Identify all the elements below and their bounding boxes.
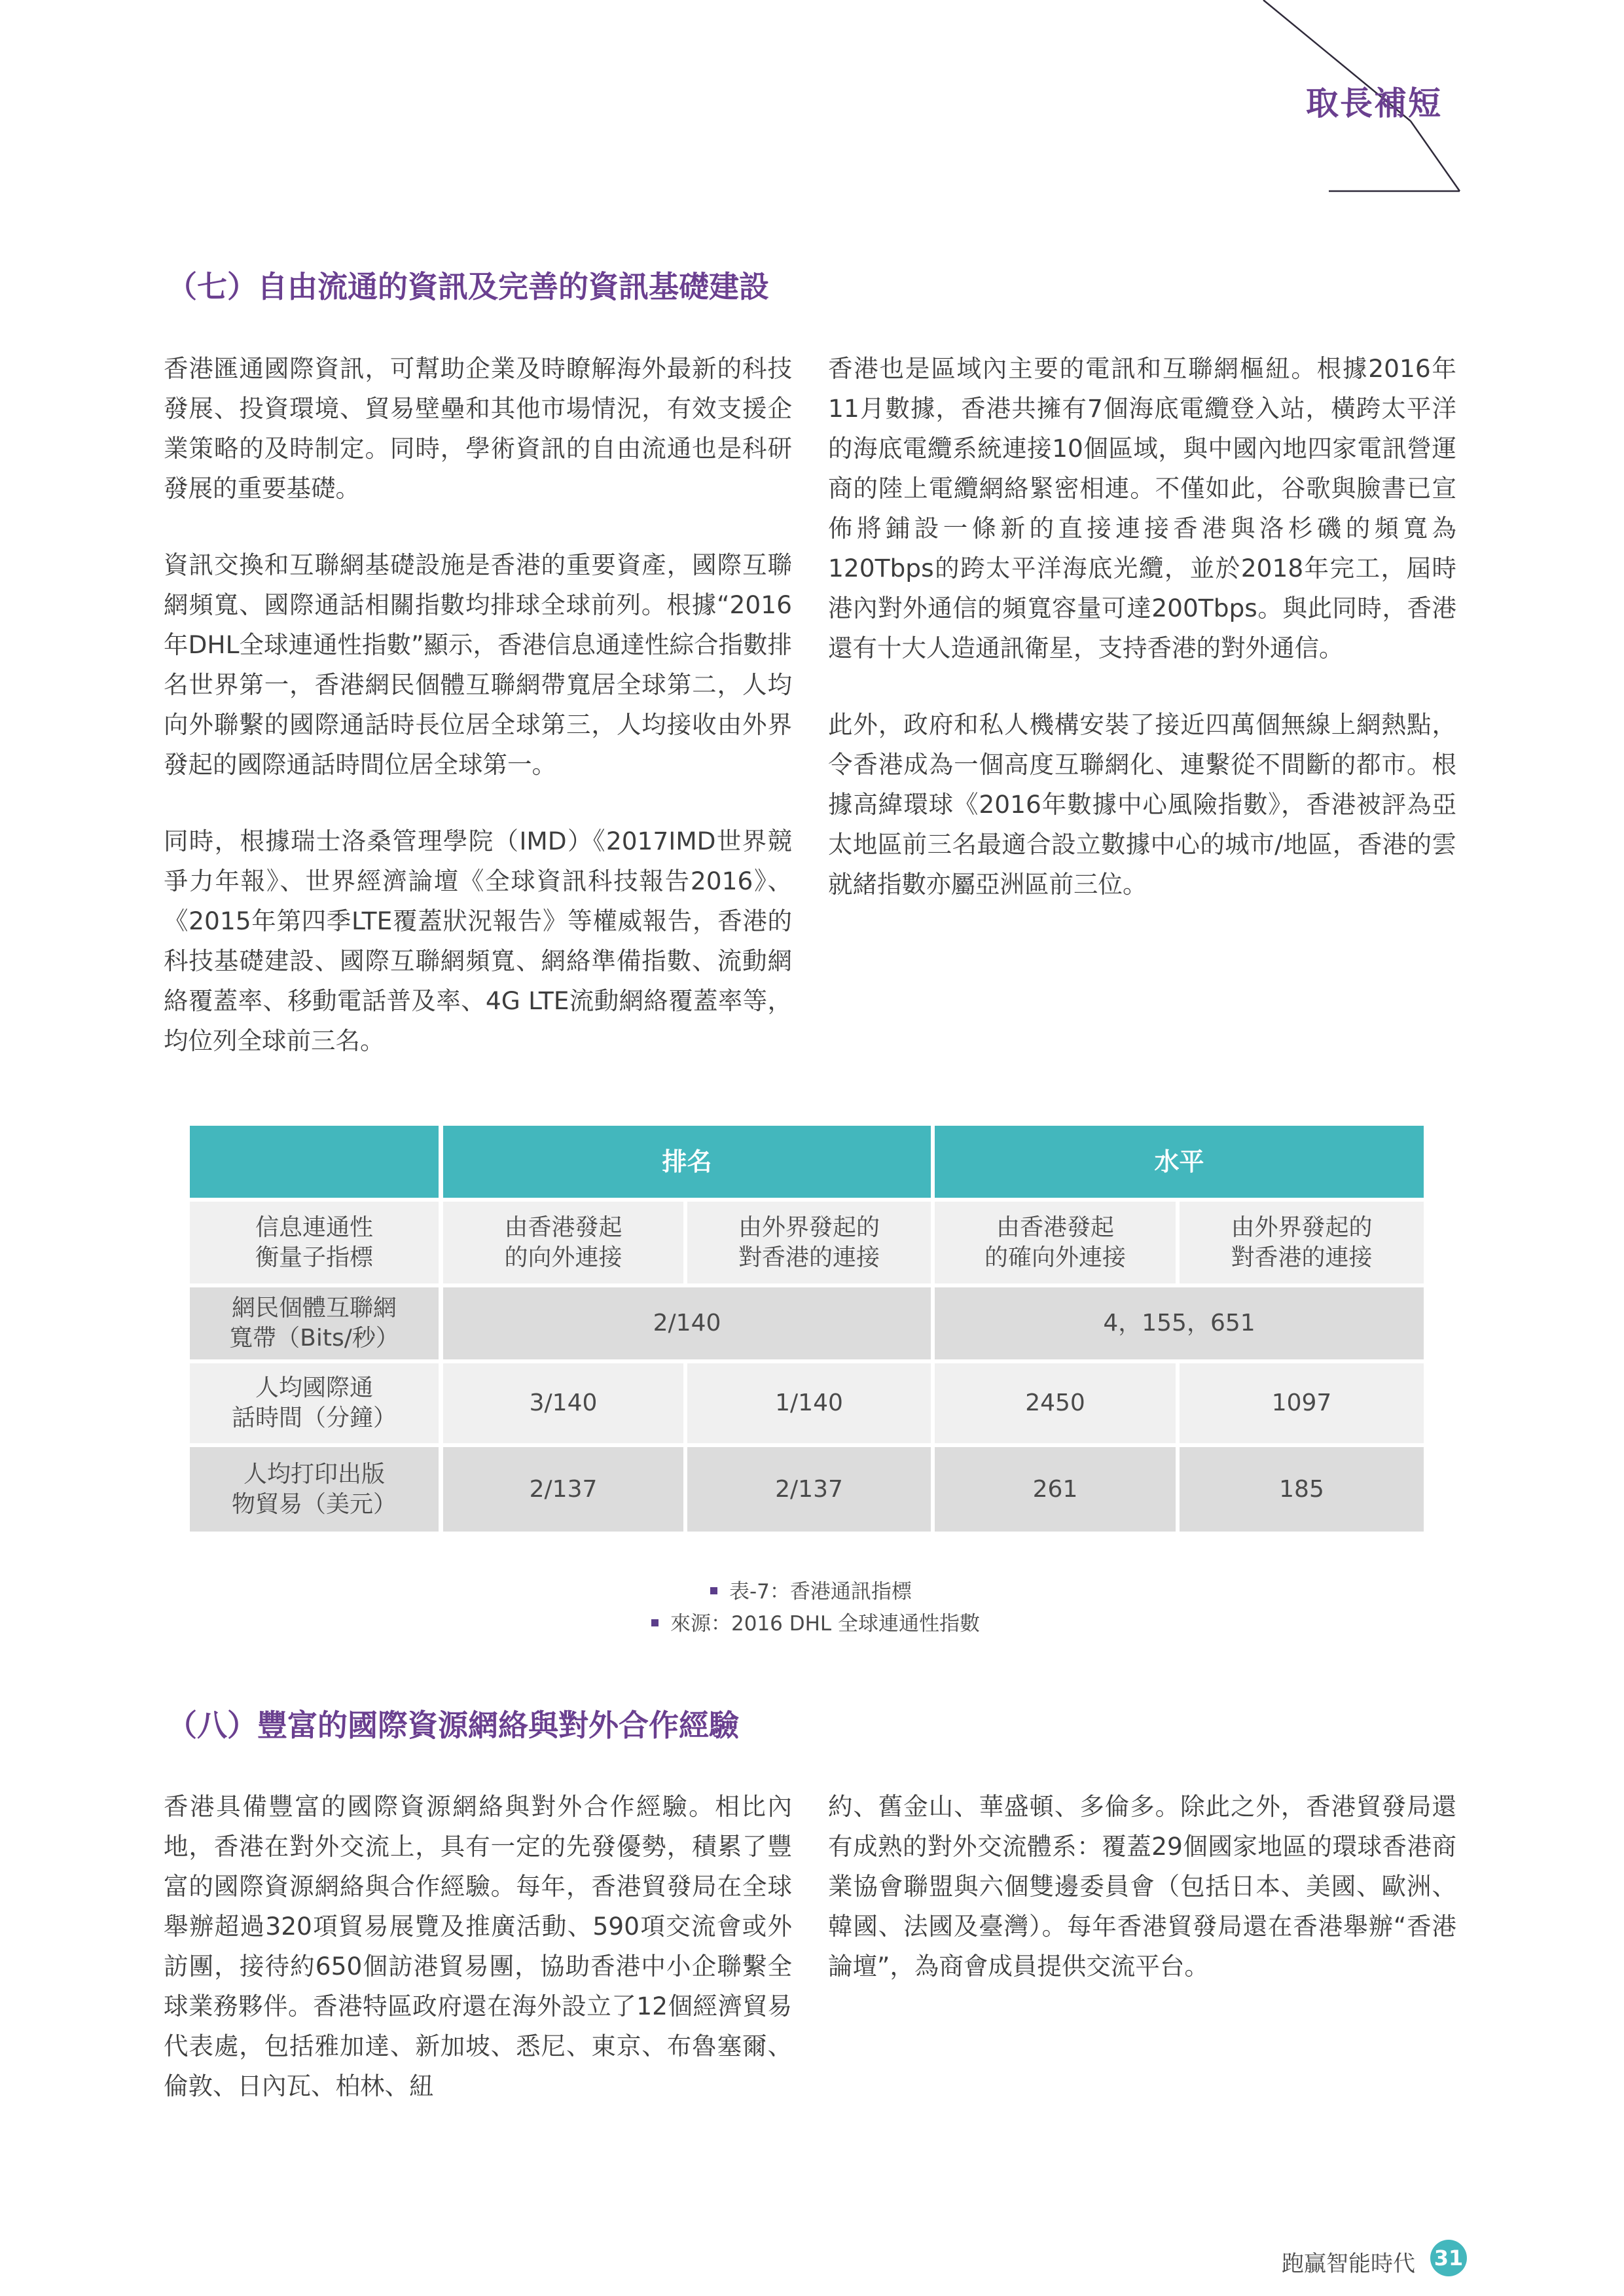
- row-3-level-in: 185: [1180, 1447, 1424, 1532]
- level-group-header: 水平: [935, 1126, 1424, 1198]
- paragraph: 香港匯通國際資訊，可幫助企業及時瞭解海外最新的科技發展、投資環境、貿易壁壘和其他市場情況，有效支援企業策略的及時制定。同時，學術資訊的自由流通也是科研發展的重要基礎。: [164, 354, 792, 503]
- section-8-heading: （八）豐富的國際資源網絡與對外合作經驗: [167, 1708, 739, 1743]
- row-1-level: 4，155，651: [935, 1287, 1424, 1359]
- rank-out-header: 由香港發起 的向外連接: [443, 1202, 683, 1283]
- paragraph: 香港具備豐富的國際資源網絡與對外合作經驗。相比內地，香港在對外交流上，具有一定的先發優勢，積累了豐富的國際資源網絡與合作經驗。每年，香港貿發局在全球舉辦超過320項貿易展覽及推廣活動、590項交流會或外訪團，接待約650個訪港貿易團，協助香港中小企聯繫全球業務夥伴。香港特區政府還在海外設立了12個經濟貿易代表處，包括雅加達、新加坡、悉尼、東京、布魯塞爾、倫敦、日內瓦、柏林、紐: [164, 1792, 792, 2100]
- metric-header: 信息連通性 衡量子指標: [190, 1202, 439, 1283]
- row-2-metric: 人均國際通 話時間（分鐘）: [190, 1363, 439, 1443]
- table-source: [651, 1607, 980, 1636]
- paragraph: 同時，根據瑞士洛桑管理學院（IMD）《2017IMD世界競爭力年報》、世界經濟論壇《全球資訊科技報告2016》、《2015年第四季LTE覆蓋狀況報告》等權威報告，香港的科技基礎建設、國際互聯網頻寬、網絡準備指數、流動網絡覆蓋率、移動電話普及率、4G LTE流動網絡覆蓋率等，均位列全球前三名。: [164, 827, 792, 1055]
- row-3-rank-out: 2/137: [443, 1447, 683, 1532]
- section-8-left-column: [164, 1787, 792, 2143]
- table-corner-cell: [190, 1126, 439, 1198]
- section-7-left-column: [164, 349, 792, 1098]
- row-3-level-out: 261: [935, 1447, 1176, 1532]
- section-7-right-column: [828, 349, 1456, 941]
- row-2-level-out: 2450: [935, 1363, 1176, 1443]
- rank-in-header: 由外界發起的 對香港的連接: [687, 1202, 931, 1283]
- row-3-metric: 人均打印出版 物貿易（美元）: [190, 1447, 439, 1532]
- connectivity-table: [190, 1126, 1424, 1532]
- row-2-rank-out: 3/140: [443, 1363, 683, 1443]
- row-2-rank-in: 1/140: [687, 1363, 931, 1443]
- header-title: 取長補短: [1306, 84, 1442, 122]
- paragraph: 約、舊金山、華盛頓、多倫多。除此之外，香港貿發局還有成熟的對外交流體系：覆蓋29個國家地區的環球香港商業協會聯盟與六個雙邊委員會（包括日本、美國、歐洲、韓國、法國及臺灣）。每年香港貿發局還在香港舉辦“香港論壇”，為商會成員提供交流平台。: [828, 1792, 1456, 1981]
- section-7-heading: （七）自由流通的資訊及完善的資訊基礎建設: [167, 269, 769, 304]
- row-2-level-in: 1097: [1180, 1363, 1424, 1443]
- section-8-right-column: [828, 1787, 1456, 2023]
- table-caption: [710, 1575, 912, 1604]
- footer-text: 跑贏智能時代: [1282, 2251, 1415, 2277]
- page-number: 31: [1430, 2240, 1467, 2276]
- row-1-metric: 網民個體互聯網 寬帶（Bits/秒）: [190, 1287, 439, 1359]
- table-source-text: 來源：2016 DHL 全球連通性指數: [670, 1612, 981, 1636]
- level-out-header: 由香港發起 的確向外連接: [935, 1202, 1176, 1283]
- row-3-rank-in: 2/137: [687, 1447, 931, 1532]
- row-1-rank: 2/140: [443, 1287, 931, 1359]
- paragraph: 此外，政府和私人機構安裝了接近四萬個無線上網熱點，令香港成為一個高度互聯網化、連繫從不間斷的都市。根據高緯環球《2016年數據中心風險指數》，香港被評為亞太地區前三名最適合設立數據中心的城市/地區，香港的雲就緒指數亦屬亞洲區前三位。: [828, 710, 1456, 899]
- bullet-square-icon: [710, 1587, 717, 1594]
- paragraph: 資訊交換和互聯網基礎設施是香港的重要資產，國際互聯網頻寬、國際通話相關指數均排球全球前列。根據“2016年DHL全球連通性指數”顯示，香港信息通達性綜合指數排名世界第一，香港網民個體互聯網帶寬居全球第二，人均向外聯繫的國際通話時長位居全球第三，人均接收由外界發起的國際通話時間位居全球第一。: [164, 550, 792, 779]
- rank-group-header: 排名: [443, 1126, 931, 1198]
- table-caption-text: 表-7：香港通訊指標: [729, 1580, 912, 1604]
- level-in-header: 由外界發起的 對香港的連接: [1180, 1202, 1424, 1283]
- bullet-square-icon: [651, 1619, 659, 1626]
- paragraph: 香港也是區域內主要的電訊和互聯網樞紐。根據2016年11月數據，香港共擁有7個海底電纜登入站，橫跨太平洋的海底電纜系統連接10個區域，與中國內地四家電訊營運商的陸上電纜網絡緊密相連。不僅如此，谷歌與臉書已宣佈將鋪設一條新的直接連接香港與洛杉磯的頻寬為120Tbps的跨太平洋海底光纜，並於2018年完工，屆時港內對外通信的頻寬容量可達200Tbps。與此同時，香港還有十大人造通訊衛星，支持香港的對外通信。: [828, 354, 1456, 662]
